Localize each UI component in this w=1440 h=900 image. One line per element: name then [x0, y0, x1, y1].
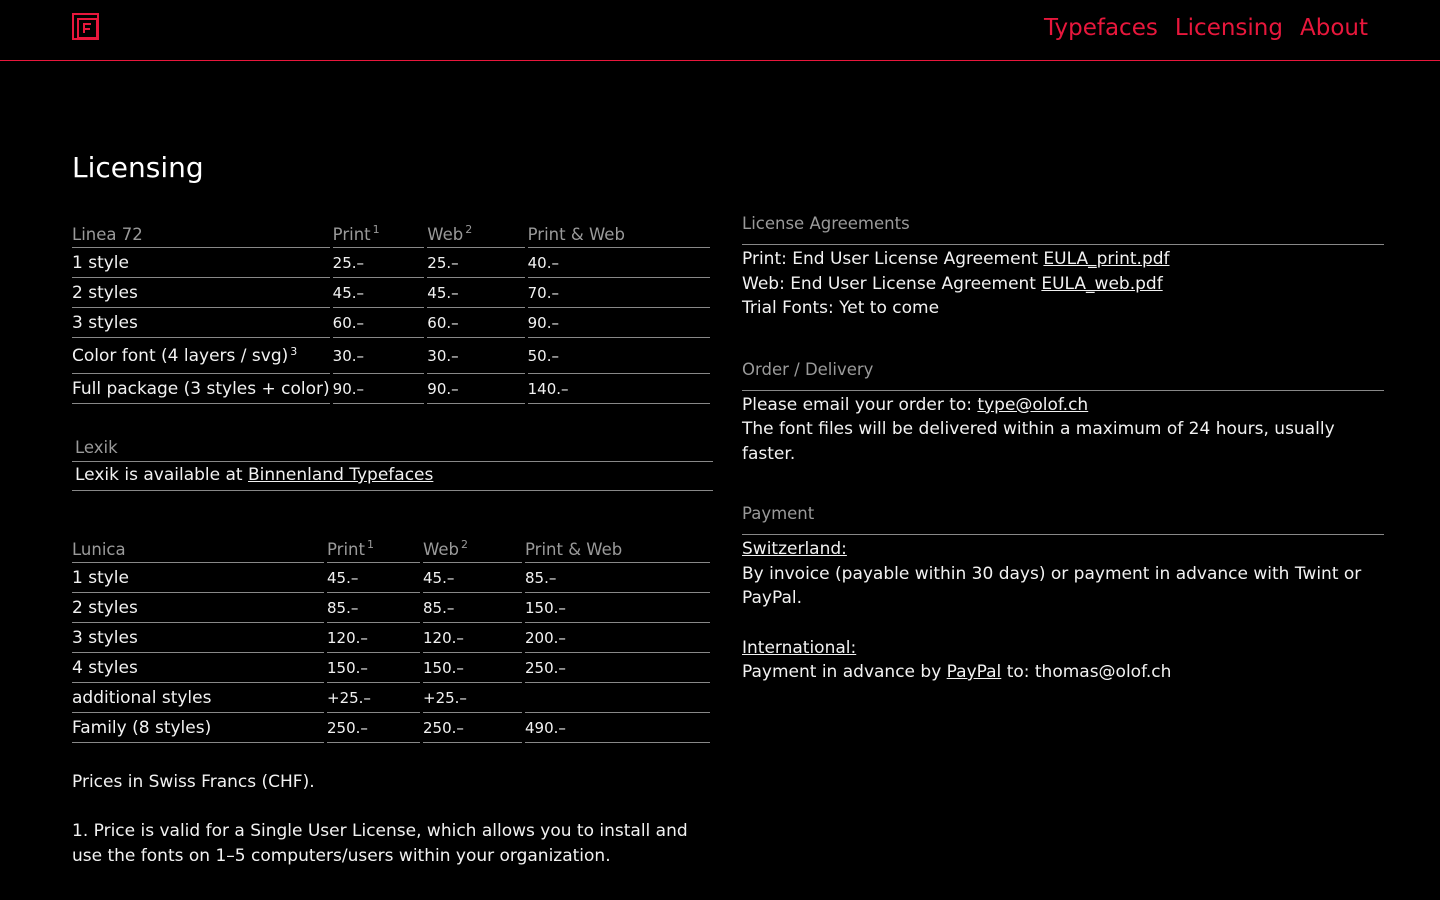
- print-price: 120.–: [327, 623, 420, 653]
- print-price: +25.–: [327, 683, 420, 713]
- typeface-name-header: Lunica: [72, 528, 324, 563]
- info-column: [742, 213, 1384, 685]
- table-header-row: [72, 528, 710, 563]
- table-row: [72, 248, 710, 278]
- top-navigation-bar: [0, 0, 1440, 61]
- print-web-price: 250.–: [525, 653, 710, 683]
- international-payment-line: Payment in advance by PayPal to: thomas@olof.ch: [742, 662, 1172, 682]
- currency-note: Prices in Swiss Francs (CHF).: [72, 772, 315, 792]
- print-price: 150.–: [327, 653, 420, 683]
- binnenland-typefaces-link[interactable]: Binnenland Typefaces: [247, 465, 434, 485]
- row-label: 4 styles: [72, 653, 324, 683]
- print-web-price: 50.–: [528, 338, 710, 374]
- print-header: Print $^1$: [327, 528, 420, 563]
- print-web-price: [525, 683, 710, 713]
- nav-typefaces-link[interactable]: Typefaces: [1044, 15, 1158, 41]
- table-row: [72, 593, 710, 623]
- row-label: 2 styles: [72, 278, 330, 308]
- print-price: 45.–: [327, 563, 420, 593]
- web-price: 60.–: [427, 308, 524, 338]
- print-price: 30.–: [333, 338, 425, 374]
- row-label: 1 style: [72, 563, 324, 593]
- web-price: 25.–: [427, 248, 524, 278]
- row-label: 3 styles: [72, 308, 330, 338]
- table-row: [72, 374, 710, 404]
- print-web-price: 140.–: [528, 374, 710, 404]
- table-row: [72, 683, 710, 713]
- table-row: [72, 623, 710, 653]
- web-price: 45.–: [423, 563, 522, 593]
- logo-letter-f-icon: [83, 23, 91, 33]
- table-header-row: [72, 213, 710, 248]
- print-price: 250.–: [327, 713, 420, 743]
- table-row: [72, 713, 710, 743]
- web-header: Web $^2$: [427, 213, 524, 248]
- web-price: 120.–: [423, 623, 522, 653]
- table-row: [72, 308, 710, 338]
- order-email-line: Please email your order to: type@olof.ch: [742, 394, 1089, 415]
- table-row: [72, 278, 710, 308]
- paypal-link[interactable]: PayPal: [946, 662, 1002, 682]
- print-price: 90.–: [333, 374, 425, 404]
- row-label: 3 styles: [72, 623, 324, 653]
- order-delivery-heading: Order / Delivery: [742, 359, 1384, 391]
- switzerland-payment-text: By invoice (payable within 30 days) or payment in advance with Twint or PayPal.: [742, 563, 1362, 608]
- pricing-column: [72, 213, 716, 869]
- web-price: +25.–: [423, 683, 522, 713]
- lunica-price-table: [69, 528, 713, 743]
- web-header: Web $^2$: [423, 528, 522, 563]
- order-delivery-section: [742, 359, 1384, 467]
- eula-print-link[interactable]: EULA_print.pdf: [1043, 249, 1170, 269]
- linea-72-price-table: [69, 213, 713, 404]
- lexik-availability: Lexik is available at Binnenland Typefaces: [72, 462, 713, 491]
- row-label: Color font (4 layers / svg) $^3$: [72, 338, 330, 374]
- payment-heading: Payment: [742, 503, 1384, 535]
- print-web-price: 490.–: [525, 713, 710, 743]
- delivery-text: The font files will be delivered within a maximum of 24 hours, usually faster.: [742, 419, 1335, 464]
- olof-logo-icon[interactable]: [72, 13, 99, 40]
- license-agreements-heading: License Agreements: [742, 213, 1384, 245]
- table-row: [72, 653, 710, 683]
- web-price: 30.–: [427, 338, 524, 374]
- row-label: Family (8 styles): [72, 713, 324, 743]
- typeface-name-header: Linea 72: [72, 213, 330, 248]
- web-price: 250.–: [423, 713, 522, 743]
- print-web-price: 200.–: [525, 623, 710, 653]
- web-price: 85.–: [423, 593, 522, 623]
- footnote-1: 1. Price is valid for a Single User License, which allows you to install and use the fonts on 1–5 computers/users within your organization.: [72, 821, 688, 866]
- trial-fonts-line: Trial Fonts: Yet to come: [742, 298, 940, 318]
- web-price: 90.–: [427, 374, 524, 404]
- print-web-price: 70.–: [528, 278, 710, 308]
- print-web-header: Print & Web: [525, 528, 710, 563]
- print-price: 25.–: [333, 248, 425, 278]
- eula-web-link[interactable]: EULA_web.pdf: [1041, 273, 1163, 294]
- web-eula-line: Web: End User License Agreement EULA_web.pdf: [742, 273, 1163, 294]
- print-web-price: 85.–: [525, 563, 710, 593]
- order-email-link[interactable]: type@olof.ch: [977, 394, 1089, 415]
- print-web-price: 40.–: [528, 248, 710, 278]
- print-price: 60.–: [333, 308, 425, 338]
- payment-section: [742, 503, 1384, 685]
- row-label: Full package (3 styles + color): [72, 374, 330, 404]
- lexik-heading: Lexik: [72, 438, 713, 462]
- print-header: Print $^1$: [333, 213, 425, 248]
- international-heading: International:: [742, 637, 857, 658]
- switzerland-heading: Switzerland:: [742, 539, 847, 559]
- web-price: 150.–: [423, 653, 522, 683]
- print-price: 85.–: [327, 593, 420, 623]
- print-web-header: Print & Web: [528, 213, 710, 248]
- row-label: 1 style: [72, 248, 330, 278]
- row-label: 2 styles: [72, 593, 324, 623]
- print-price: 45.–: [333, 278, 425, 308]
- web-price: 45.–: [427, 278, 524, 308]
- license-agreements-section: [742, 213, 1384, 321]
- row-label: additional styles: [72, 683, 324, 713]
- lexik-section: [72, 438, 716, 491]
- print-web-price: 90.–: [528, 308, 710, 338]
- nav-licensing-link[interactable]: Licensing: [1174, 15, 1283, 41]
- nav-about-link[interactable]: About: [1299, 15, 1368, 41]
- main-nav: [1044, 13, 1368, 43]
- table-row: [72, 563, 710, 593]
- print-eula-line: Print: End User License Agreement EULA_print.pdf: [742, 249, 1170, 269]
- table-row: [72, 338, 710, 374]
- page-title: Licensing: [72, 151, 204, 184]
- print-web-price: 150.–: [525, 593, 710, 623]
